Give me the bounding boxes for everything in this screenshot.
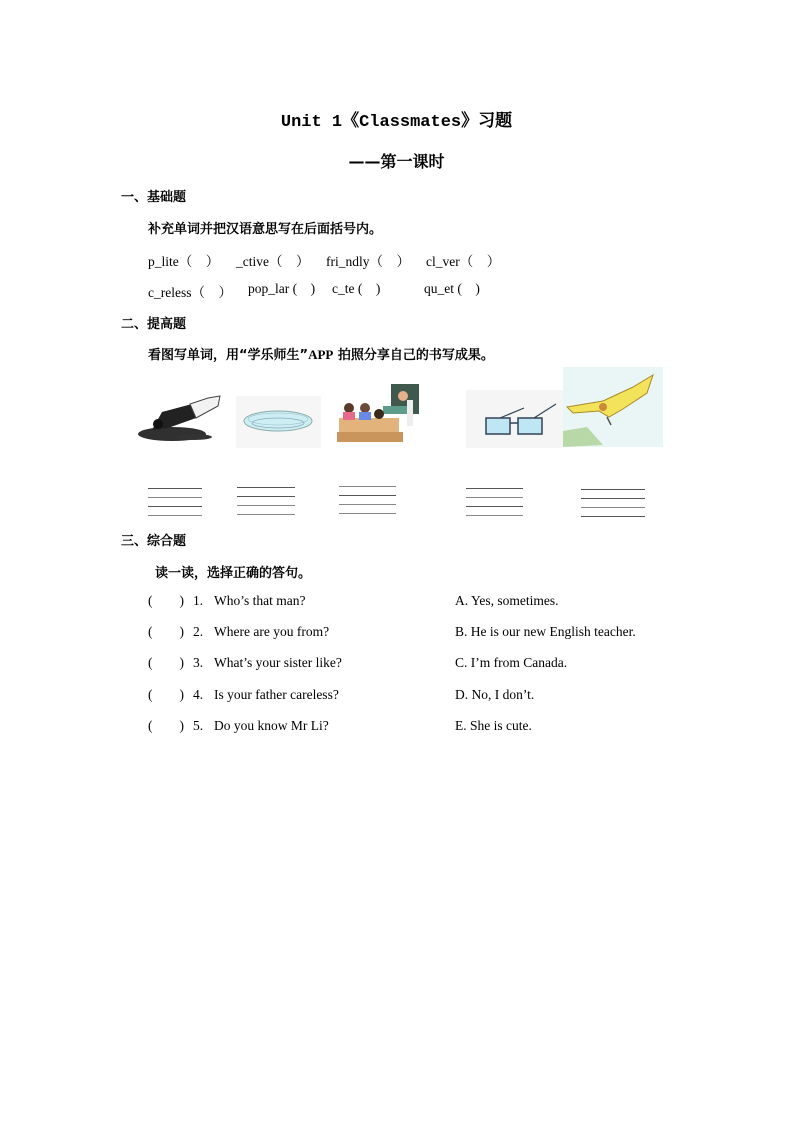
word-blank: c_reless（ ） <box>148 285 232 300</box>
question-text: Is your father careless? <box>214 687 339 702</box>
question-text: Who’s that man? <box>214 593 306 608</box>
answer-option: D. No, I don’t. <box>455 687 535 702</box>
answer-bracket[interactable]: ( ) <box>148 687 184 702</box>
writing-line[interactable] <box>339 504 396 505</box>
writing-line[interactable] <box>581 516 645 517</box>
writing-line[interactable] <box>237 487 295 488</box>
writing-lines[interactable] <box>581 489 645 525</box>
writing-line[interactable] <box>581 498 645 499</box>
answer-bracket[interactable]: ( ) <box>148 624 184 639</box>
bird-picture <box>563 367 663 447</box>
answer-option: B. He is our new English teacher. <box>455 624 636 639</box>
writing-line[interactable] <box>581 489 645 490</box>
ink-bottle-picture <box>134 390 226 445</box>
page-title: Unit 1《Classmates》习题 <box>280 113 513 132</box>
writing-line[interactable] <box>466 506 523 507</box>
writing-line[interactable] <box>237 505 295 506</box>
writing-lines[interactable] <box>237 487 295 523</box>
word-blank: pop_lar ( ) <box>248 281 316 296</box>
answer-bracket[interactable]: ( ) <box>148 718 184 733</box>
glasses-picture <box>466 390 563 448</box>
writing-line[interactable] <box>148 488 202 489</box>
answer-option: C. I’m from Canada. <box>455 655 568 670</box>
word-blank: _ctive（ ） <box>236 254 310 269</box>
question-text: Do you know Mr Li? <box>214 718 329 733</box>
answer-option: A. Yes, sometimes. <box>455 593 559 608</box>
section-1-heading: 一、基础题 <box>121 190 187 205</box>
section-3-instruction: 读一读，选择正确的答句。 <box>155 566 312 581</box>
question-number: 3. <box>193 655 204 670</box>
question-number: 2. <box>193 624 204 639</box>
word-blank: c_te ( ) <box>332 281 381 296</box>
writing-line[interactable] <box>339 513 396 514</box>
classroom-picture <box>333 382 421 446</box>
writing-line[interactable] <box>466 488 523 489</box>
answer-bracket[interactable]: ( ) <box>148 655 184 670</box>
plate-picture <box>236 396 321 448</box>
writing-line[interactable] <box>339 486 396 487</box>
question-text: What’s your sister like? <box>214 655 342 670</box>
writing-line[interactable] <box>237 514 295 515</box>
section-1-instruction: 补充单词并把汉语意思写在后面括号内。 <box>148 222 383 237</box>
writing-lines[interactable] <box>339 486 396 522</box>
question-number: 4. <box>193 687 204 702</box>
writing-line[interactable] <box>339 495 396 496</box>
writing-line[interactable] <box>581 507 645 508</box>
question-number: 1. <box>193 593 204 608</box>
answer-bracket[interactable]: ( ) <box>148 593 184 608</box>
section-3-heading: 三、综合题 <box>121 534 187 549</box>
writing-lines[interactable] <box>148 488 202 524</box>
page-subtitle: ——第一课时 <box>348 152 445 171</box>
writing-line[interactable] <box>148 497 202 498</box>
word-blank: qu_et ( ) <box>424 281 480 296</box>
app-label: APP <box>308 347 334 362</box>
question-number: 5. <box>193 718 204 733</box>
question-text: Where are you from? <box>214 624 330 639</box>
writing-line[interactable] <box>148 515 202 516</box>
instruction-text: 看图写单词，用“学乐师生” <box>148 348 309 363</box>
word-blank: cl_ver（ ） <box>426 254 501 269</box>
section-2-instruction <box>148 344 494 363</box>
word-blank: fri_ndly（ ） <box>326 254 410 269</box>
writing-lines[interactable] <box>466 488 523 524</box>
word-blank: p_lite（ ） <box>148 254 220 269</box>
writing-line[interactable] <box>466 497 523 498</box>
writing-line[interactable] <box>466 515 523 516</box>
section-2-heading: 二、提高题 <box>121 317 187 332</box>
writing-line[interactable] <box>237 496 295 497</box>
answer-option: E. She is cute. <box>455 718 532 733</box>
instruction-text: 拍照分享自己的书写成果。 <box>333 348 494 363</box>
writing-line[interactable] <box>148 506 202 507</box>
